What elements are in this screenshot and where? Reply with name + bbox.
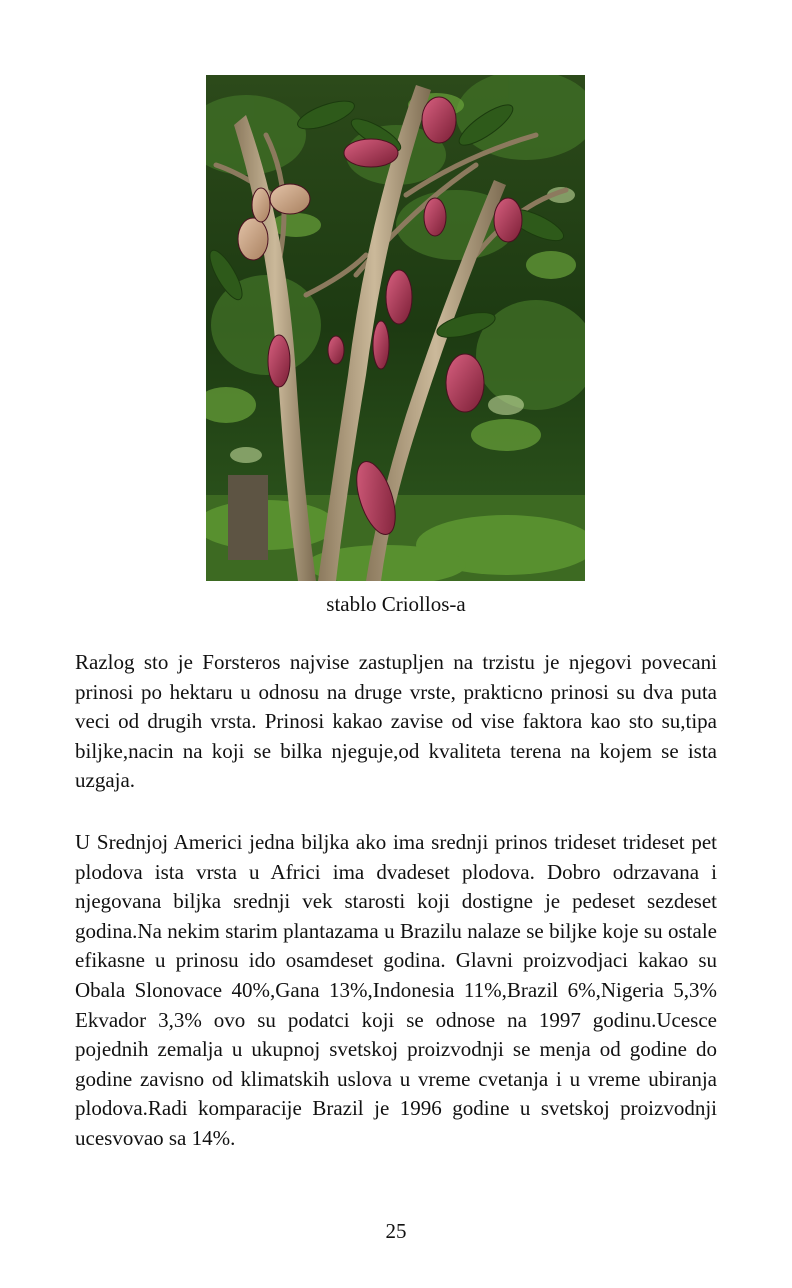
page-number: 25 [385, 1219, 407, 1243]
body-paragraph-2: U Srednjoj Americi jedna biljka ako ima srednji prinos trideset trideset pet plodova ista vrsta u Africi ima dvadeset plodova. Dobro odrzavana i njegovana biljka srednji vek starosti koji dostigne je pedeset sezdeset godina.Na nekim starim plantazama u Brazilu nalaze se biljke koje su ostale efikasne u prinosu ido osamdeset godina. Glavni proizvodjaci kakao su Obala Slonovace 40%,Gana 13%,Indonesia 11%,Brazil 6%,Nigeria 5,3% Ekvador 3,3% ovo su podatci koji se odnose na 1997 godinu.Ucesce pojednih zemalja u ukupnoj svetskoj proizvodnji se menja od godine do godine zavisno od klimatskih uslova u vreme cvetanja i u vreme ubiranja plodova.Radi komparacije Brazil je 1996 godine u svetskoj proizvodnji ucesvovao sa 14%. [75, 830, 717, 1150]
cacao-tree-photo [206, 75, 585, 581]
figure-caption: stablo Criollos-a [326, 592, 466, 616]
body-paragraph-1: Razlog sto je Forsteros najvise zastupljen na trzistu je njegovi povecani prinosi po hektaru u odnosu na druge vrste, prakticno prinosi su dva puta veci od drugih vrsta. Prinosi kakao zavise od vise faktora kao sto su,tipa biljke,nacin na koji se bilka njeguje,od kvaliteta terena na kojem se ista uzgaja. [75, 650, 717, 793]
